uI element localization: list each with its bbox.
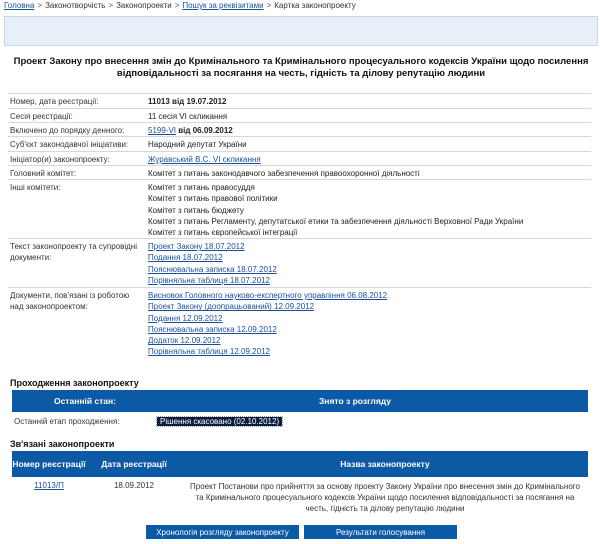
divider xyxy=(8,238,591,239)
work-doc-link[interactable]: Додаток 12.09.2012 xyxy=(148,336,221,346)
info-row-subject xyxy=(10,139,590,150)
breadcrumb-separator: > xyxy=(174,1,180,10)
text-doc-link[interactable]: Подання 18.07.2012 xyxy=(148,253,223,263)
info-row-initiator xyxy=(10,154,590,165)
text-doc-link[interactable]: Порівняльна таблиця 18.07.2012 xyxy=(148,275,270,285)
info-row-registration xyxy=(10,96,590,107)
work-doc-link[interactable]: Подання 12.09.2012 xyxy=(148,313,223,323)
texts-list xyxy=(148,241,590,286)
divider xyxy=(8,287,591,288)
divider xyxy=(8,136,591,137)
breadcrumb-bills: Законопроекти xyxy=(116,1,172,10)
table-row xyxy=(12,481,588,514)
info-row-docs xyxy=(10,290,590,358)
committee-item: Комітет з питань правової політики xyxy=(148,194,278,204)
breadcrumb-home-link[interactable]: Головна xyxy=(4,1,35,10)
divider xyxy=(8,179,591,180)
agenda-date: від 06.09.2012 xyxy=(178,126,233,135)
main-committee-label: Головний комітет: xyxy=(10,169,77,178)
related-name: Проект Постанови про прийняття за основу проекту Закону України про внесення змін до Кримінального та Кримінального процесуального кодексів України щодо посилення відповідальності за посягання на честь, гідність та ділову репутацію людини xyxy=(190,482,580,513)
session-label: Сесія реєстрації: xyxy=(10,112,73,121)
last-stage-value: Рішення скасовано (02.10.2012) xyxy=(157,417,282,426)
breadcrumb-separator: > xyxy=(108,1,114,10)
last-state-bar xyxy=(12,390,588,412)
other-committees-list xyxy=(148,182,590,238)
header-panel xyxy=(4,16,598,46)
registration-value: 11013 від 19.07.2012 xyxy=(148,97,227,106)
session-value: 11 сесія VI скликання xyxy=(148,112,228,121)
info-row-other-committees xyxy=(10,182,590,238)
docs-list xyxy=(148,290,590,358)
work-doc-link[interactable]: Порівняльна таблиця 12.09.2012 xyxy=(148,347,270,357)
work-doc-link[interactable]: Пояснювальна записка 12.09.2012 xyxy=(148,324,277,334)
page-title: Проект Закону про внесення змін до Кримінального та Кримінального процесуального кодексів України щодо посилення відповідальності за посягання на честь, гідність та ділову репутацію людини xyxy=(13,56,589,79)
related-heading: Зв'язані законопроекти xyxy=(10,439,115,449)
last-stage-label: Останній етап проходження: xyxy=(14,417,120,426)
breadcrumb-separator: > xyxy=(37,1,43,10)
breadcrumb xyxy=(4,1,356,10)
info-row-main-committee xyxy=(10,168,590,179)
committee-item: Комітет з питань бюджету xyxy=(148,205,244,215)
work-doc-link[interactable]: Проект Закону (доопрацьований) 12.09.2012 xyxy=(148,302,315,312)
divider xyxy=(8,151,591,152)
divider xyxy=(8,108,591,109)
agenda-link[interactable]: 5199-VI xyxy=(148,126,177,135)
related-table-header xyxy=(12,451,588,477)
text-doc-link[interactable]: Проект Закону 18.07.2012 xyxy=(148,242,245,251)
docs-label: Документи, пов'язані із роботою над законопроектом: xyxy=(10,291,130,311)
committee-item: Комітет з питань європейської інтеграції xyxy=(148,228,298,238)
registration-label: Номер, дата реєстрації: xyxy=(10,97,99,106)
agenda-label: Включено до порядку денного: xyxy=(10,126,125,135)
initiator-label: Ініціатор(и) законопроекту: xyxy=(10,155,110,164)
breadcrumb-separator: > xyxy=(266,1,272,10)
subject-label: Суб'єкт законодавчої ініціативи: xyxy=(10,140,129,149)
committee-item: Комітет з питань правосуддя xyxy=(148,183,255,192)
progress-heading: Проходження законопроекту xyxy=(10,378,139,388)
breadcrumb-search-link[interactable]: Пошук за реквізитами xyxy=(182,1,264,10)
main-committee-value: Комітет з питань законодавчого забезпечення правоохоронної діяльності xyxy=(148,169,420,178)
committee-item: Комітет з питань Регламенту, депутатської етики та забезпечення діяльності Верховної Ради України xyxy=(148,216,524,226)
text-doc-link[interactable]: Пояснювальна записка 18.07.2012 xyxy=(148,264,277,274)
col-number: Номер реєстрації xyxy=(12,459,86,469)
last-state-label: Останній стан: xyxy=(53,396,116,406)
divider xyxy=(8,165,591,166)
info-row-texts xyxy=(10,241,590,286)
other-committees-label: Інші комітети: xyxy=(10,183,61,192)
divider xyxy=(8,93,591,94)
last-stage-row xyxy=(14,417,282,426)
related-number-link[interactable]: 11013/П xyxy=(34,481,64,490)
last-state-value: Знято з розгляду xyxy=(318,396,392,406)
voting-results-button[interactable]: Результати голосування xyxy=(304,525,457,539)
info-row-agenda xyxy=(10,125,590,136)
divider xyxy=(8,122,591,123)
initiator-link[interactable]: Журавський В.С. VI скликання xyxy=(148,155,261,164)
chronology-button[interactable]: Хронологія розгляду законопроекту xyxy=(146,525,299,539)
breadcrumb-current: Картка законопроекту xyxy=(274,1,356,10)
related-date: 18.09.2012 xyxy=(113,481,155,490)
col-date: Дата реєстрації xyxy=(101,459,167,469)
work-doc-link[interactable]: Висновок Головного науково-експертного управління 06.08.2012 xyxy=(148,291,388,300)
info-row-session xyxy=(10,111,590,122)
texts-label: Текст законопроекту та супровідні документи: xyxy=(10,242,137,262)
breadcrumb-lawmaking: Законотворчість xyxy=(45,1,106,10)
col-name: Назва законопроекту xyxy=(340,459,430,469)
subject-value: Народний депутат України xyxy=(148,140,247,149)
